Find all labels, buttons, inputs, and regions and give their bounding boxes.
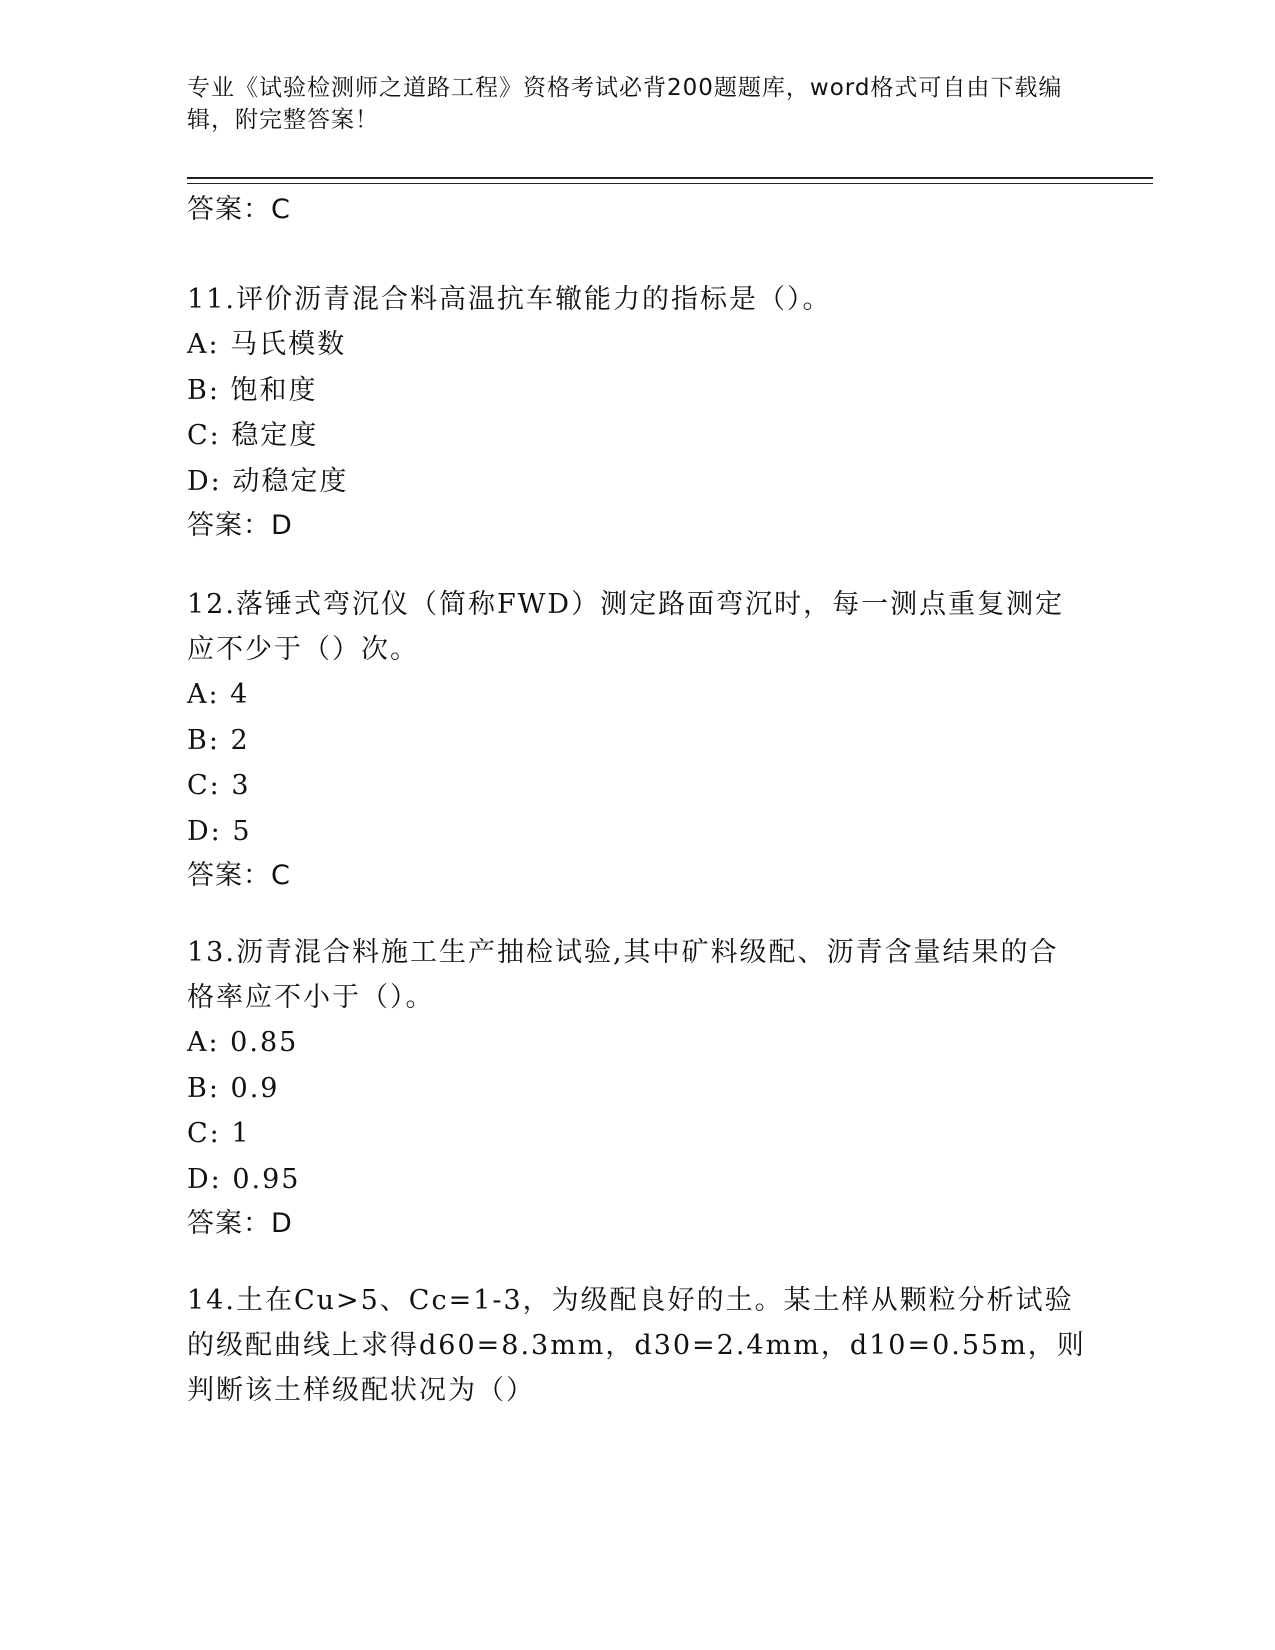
answer-line: 答案：D (187, 510, 293, 541)
header-divider-thin (187, 183, 1153, 184)
header-divider (187, 177, 1153, 179)
answer-line: 答案：C (187, 194, 291, 225)
question-13 (187, 930, 1087, 1246)
question-text: 11.评价沥青混合料高温抗车辙能力的指标是（）。 (187, 284, 832, 315)
question-14 (187, 1278, 1087, 1413)
page-header: 专业《试验检测师之道路工程》资格考试必背200题题库，word格式可自由下载编辑，附完整答案！ (187, 75, 1063, 133)
question-11 (187, 277, 1087, 548)
option-b: B: 0.9 (187, 1072, 280, 1104)
option-d: D: 5 (187, 815, 252, 847)
option-c: C: 3 (187, 770, 251, 801)
option-c: C: 稳定度 (187, 420, 319, 451)
option-d: D: 动稳定度 (187, 465, 349, 497)
option-d: D: 0.95 (187, 1163, 301, 1195)
question-text: 14.土在Cu>5、Cc=1-3，为级配良好的土。某土样从颗粒分析试验的级配曲线上求得d60=8.3mm，d30=2.4mm，d10=0.55m，则判断该土样级配状况为（） (187, 1285, 1086, 1406)
answer-line: 答案：D (187, 1208, 293, 1239)
question-text: 12.落锤式弯沉仪（简称FWD）测定路面弯沉时，每一测点重复测定应不少于（）次。 (187, 589, 1065, 665)
option-c: C: 1 (187, 1118, 251, 1149)
option-b: B: 2 (187, 724, 250, 756)
option-a: A: 4 (187, 679, 250, 710)
answer-line: 答案：C (187, 860, 291, 891)
option-a: A: 马氏模数 (187, 329, 347, 360)
option-a: A: 0.85 (187, 1027, 299, 1058)
question-text: 13.沥青混合料施工生产抽检试验,其中矿料级配、沥青含量结果的合格率应不小于（）。 (187, 937, 1059, 1013)
question-12 (187, 582, 1087, 898)
option-b: B: 饱和度 (187, 374, 318, 406)
